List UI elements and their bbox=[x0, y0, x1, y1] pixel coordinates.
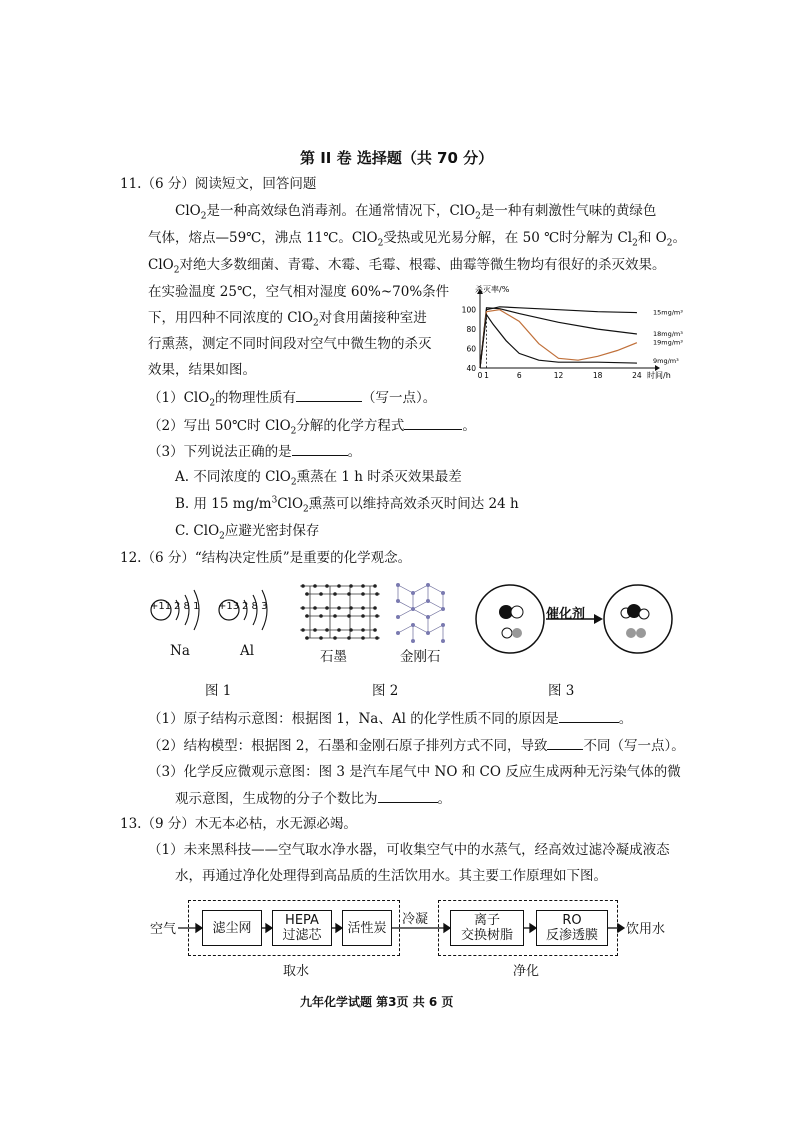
group-label-collect-water: 取水 bbox=[283, 964, 310, 979]
answer-blank[interactable] bbox=[547, 735, 583, 750]
figure2-caption: 图 2 bbox=[372, 683, 399, 699]
al-electron-shells: 2 8 3 bbox=[242, 601, 268, 612]
graphite-label: 石墨 bbox=[320, 649, 347, 665]
dust-filter-box: 滤尘网 bbox=[202, 910, 262, 946]
x-tick-label: 12 bbox=[553, 371, 564, 380]
y-tick-label: 80 bbox=[466, 325, 476, 335]
flow-output-water: 饮用水 bbox=[626, 922, 666, 937]
q12-sub3-line2: 观示意图，生成物的分子个数比为 。 bbox=[175, 788, 451, 809]
condense-label: 冷凝 bbox=[402, 912, 429, 927]
q13-sub1-line1: （1）未来黑科技——空气取水净水器，可收集空气中的水蒸气，经高效过滤冷凝成液态 bbox=[148, 842, 670, 858]
x-tick-label: 18 bbox=[592, 371, 603, 380]
series-label-1: 15mg/m³ bbox=[653, 308, 683, 317]
reverse-osmosis-box: RO 反渗透膜 bbox=[536, 910, 608, 946]
al-nucleus-charge: +13 bbox=[218, 601, 240, 612]
q12-heading: 12.（6 分）“结构决定性质”是重要的化学观念。 bbox=[120, 550, 412, 566]
answer-blank[interactable] bbox=[404, 415, 462, 430]
q11-sub3: （3）下列说法正确的是 。 bbox=[148, 441, 361, 462]
graphite-structure-icon bbox=[295, 578, 385, 646]
q11-para-line3: ClO$_2$对绝大多数细菌、青霉、木霉、毛霉、根霉、曲霉等微生物均有很好的杀灭效果。 bbox=[148, 257, 666, 276]
q11-option-b: B. 用 15 $mg/m^3ClO_2$熏蒸可以维持高效杀灭时间达 24 h bbox=[175, 495, 519, 515]
figure3-caption: 图 3 bbox=[548, 683, 575, 699]
x-axis-label: 时间/h bbox=[647, 371, 671, 380]
q13-sub1-line2: 水，再通过净化处理得到高品质的生活饮用水。其主要工作原理如下图。 bbox=[175, 868, 607, 884]
y-axis-label: 杀灭率/% bbox=[475, 285, 510, 294]
group-label-purify: 净化 bbox=[513, 964, 540, 979]
flow-input-air: 空气 bbox=[150, 922, 177, 937]
al-label: Al bbox=[240, 643, 255, 659]
x-tick-label: 0 bbox=[477, 371, 483, 380]
activated-carbon-box: 活性炭 bbox=[342, 910, 392, 946]
q11-option-c: C. ClO$_2$应避光密封保存 bbox=[175, 523, 320, 542]
q11-sub1: （1）ClO$_2$的物理性质有 （写一点）。 bbox=[148, 387, 436, 408]
q11-para-line6: 行熏蒸，测定不同时间段对空气中微生物的杀灭 bbox=[148, 336, 432, 352]
na-label: Na bbox=[170, 643, 190, 659]
series-label-4: 9mg/m³ bbox=[653, 357, 679, 366]
x-tick-label: 1 bbox=[484, 371, 489, 380]
q11-para-line1: ClO$_2$是一种高效绿色消毒剂。在通常情况下，ClO$_2$是一种有刺激性气味的黄绿色 bbox=[175, 203, 657, 222]
q12-sub2: （2）结构模型：根据图 2，石墨和金刚石原子排列方式不同，导致 不同（写一点）。 bbox=[148, 735, 685, 756]
page-footer: 九年化学试题 第3页 共 6 页 bbox=[300, 995, 454, 1009]
answer-blank[interactable] bbox=[378, 788, 438, 803]
ion-exchange-box: 离子 交换树脂 bbox=[450, 910, 524, 946]
y-tick-label: 60 bbox=[466, 344, 476, 354]
na-nucleus-charge: +11 bbox=[150, 601, 172, 612]
q12-sub1: （1）原子结构示意图：根据图 1，Na、Al 的化学性质不同的原因是 。 bbox=[148, 708, 632, 729]
q12-sub3-line1: （3）化学反应微观示意图：图 3 是汽车尾气中 NO 和 CO 反应生成两种无污染气体的微 bbox=[148, 764, 681, 780]
product-circle bbox=[604, 585, 672, 653]
series-label-3: 19mg/m³ bbox=[653, 338, 683, 347]
x-tick-label: 24 bbox=[632, 371, 642, 380]
y-tick-label: 100 bbox=[461, 305, 476, 315]
q11-heading: 11.（6 分）阅读短文，回答问题 bbox=[120, 176, 317, 192]
figure1-caption: 图 1 bbox=[205, 683, 232, 699]
answer-blank[interactable] bbox=[292, 441, 348, 456]
catalyst-label: 催化剂 bbox=[546, 607, 586, 622]
series-label-2: 18mg/m³ bbox=[653, 330, 683, 338]
reactant-circle bbox=[476, 585, 544, 653]
diamond-structure-icon bbox=[388, 575, 456, 647]
q11-para-line4: 在实验温度 25℃，空气相对湿度 60%~70%条件 bbox=[148, 284, 450, 300]
q11-para-line5: 下，用四种不同浓度的 ClO$_2$对食用菌接种室进 bbox=[148, 310, 427, 329]
na-electron-shells: 2 8 1 bbox=[174, 601, 200, 612]
answer-blank[interactable] bbox=[296, 387, 362, 402]
section-title: 第 II 卷 选择题（共 70 分） bbox=[300, 149, 494, 167]
q11-para-line7: 效果，结果如图。 bbox=[148, 362, 256, 378]
hepa-filter-box: HEPA 过滤芯 bbox=[272, 910, 332, 946]
q13-heading: 13.（9 分）木无本必枯，水无源必竭。 bbox=[120, 816, 357, 832]
q11-para-line2: 气体，熔点—59℃，沸点 11℃。ClO$_2$受热或见光易分解，在 50 ℃时分解为 $Cl_2$和 $O_2$。 bbox=[148, 230, 686, 249]
q11-option-a: A. 不同浓度的 ClO$_2$熏蒸在 1 h 时杀灭效果最差 bbox=[175, 469, 462, 488]
q11-sub2: （2）写出 50℃时 ClO$_2$分解的化学方程式 。 bbox=[148, 415, 476, 436]
sterilization-rate-chart bbox=[455, 282, 690, 382]
series-line-3 bbox=[480, 310, 637, 368]
answer-blank[interactable] bbox=[559, 708, 619, 723]
y-tick-label: 40 bbox=[466, 364, 476, 373]
diamond-label: 金刚石 bbox=[400, 649, 441, 665]
x-tick-label: 6 bbox=[516, 371, 522, 380]
